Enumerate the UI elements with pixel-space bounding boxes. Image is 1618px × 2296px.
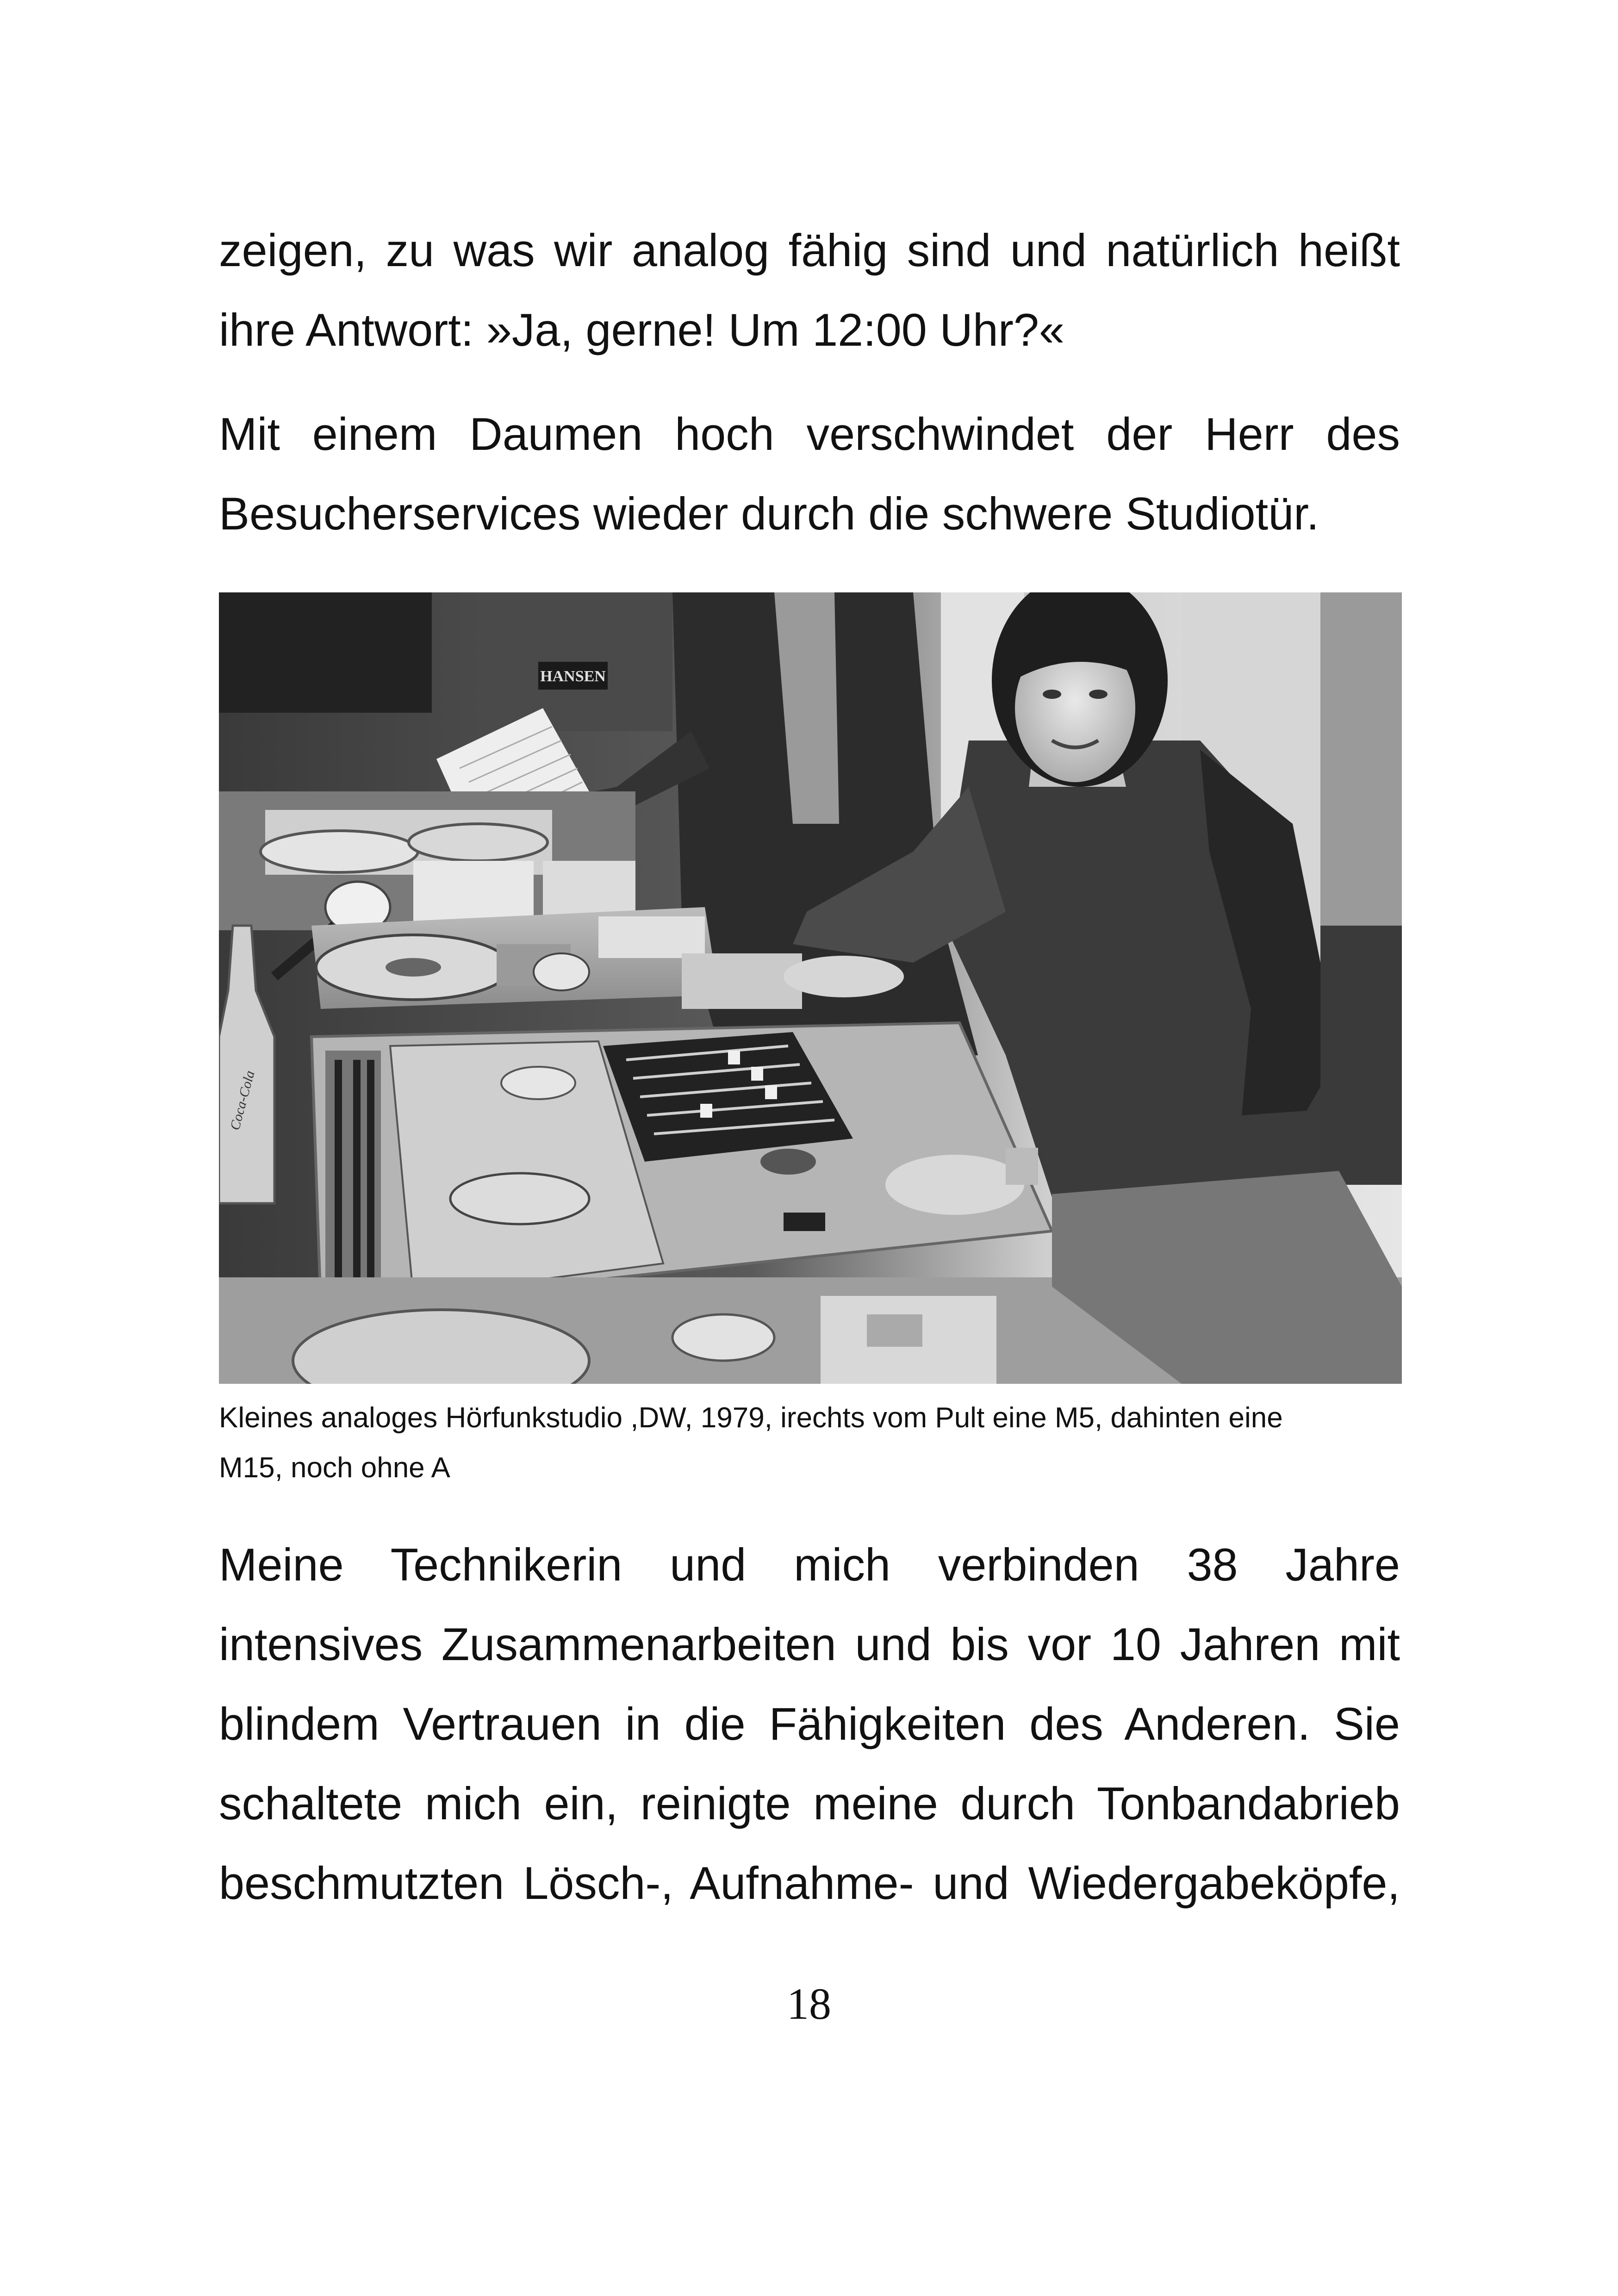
- paragraph-3-line-3: blindem Vertrauen in die Fähigkeiten des Anderen. Sie: [219, 1698, 1400, 1749]
- paragraph-3-line-5: beschmutzten Lösch-, Aufnahme- und Wiedergabeköpfe,: [219, 1857, 1400, 1909]
- photo-caption: [219, 1393, 1422, 1493]
- paragraph-1-line-2: ihre Antwort: »Ja, gerne! Um 12:00 Uhr?«: [219, 304, 1064, 355]
- paragraph-2-line-2: Besucherservices wieder durch die schwere Studiotür.: [219, 488, 1319, 539]
- paragraph-3: [219, 1525, 1400, 1923]
- paragraph-3-line-2: intensives Zusammenarbeiten und bis vor 10 Jahren mit: [219, 1618, 1400, 1670]
- hansen-sign: [538, 662, 608, 690]
- paragraph-3-line-4: schaltete mich ein, reinigte meine durch Tonbandabrieb: [219, 1778, 1400, 1829]
- svg-text:Coca-Cola: Coca-Cola: [227, 1069, 258, 1132]
- caption-line-2: M15, noch ohne A: [219, 1452, 450, 1484]
- paragraph-3-line-1: Meine Technikerin und mich verbinden 38 Jahre: [219, 1539, 1400, 1590]
- page-number: 18: [787, 1979, 831, 2028]
- svg-text:HANSEN: HANSEN: [540, 668, 606, 685]
- paragraph-1: [219, 211, 1400, 370]
- caption-line-1: Kleines analoges Hörfunkstudio ,DW, 1979, irechts vom Pult eine M5, dahinten eine: [219, 1402, 1283, 1434]
- paragraph-2: [219, 394, 1400, 554]
- paragraph-2-line-1: Mit einem Daumen hoch verschwindet der Herr des: [219, 408, 1400, 460]
- studio-photo: [219, 592, 1402, 1384]
- paragraph-1-line-1: zeigen, zu was wir analog fähig sind und natürlich heißt: [219, 224, 1400, 276]
